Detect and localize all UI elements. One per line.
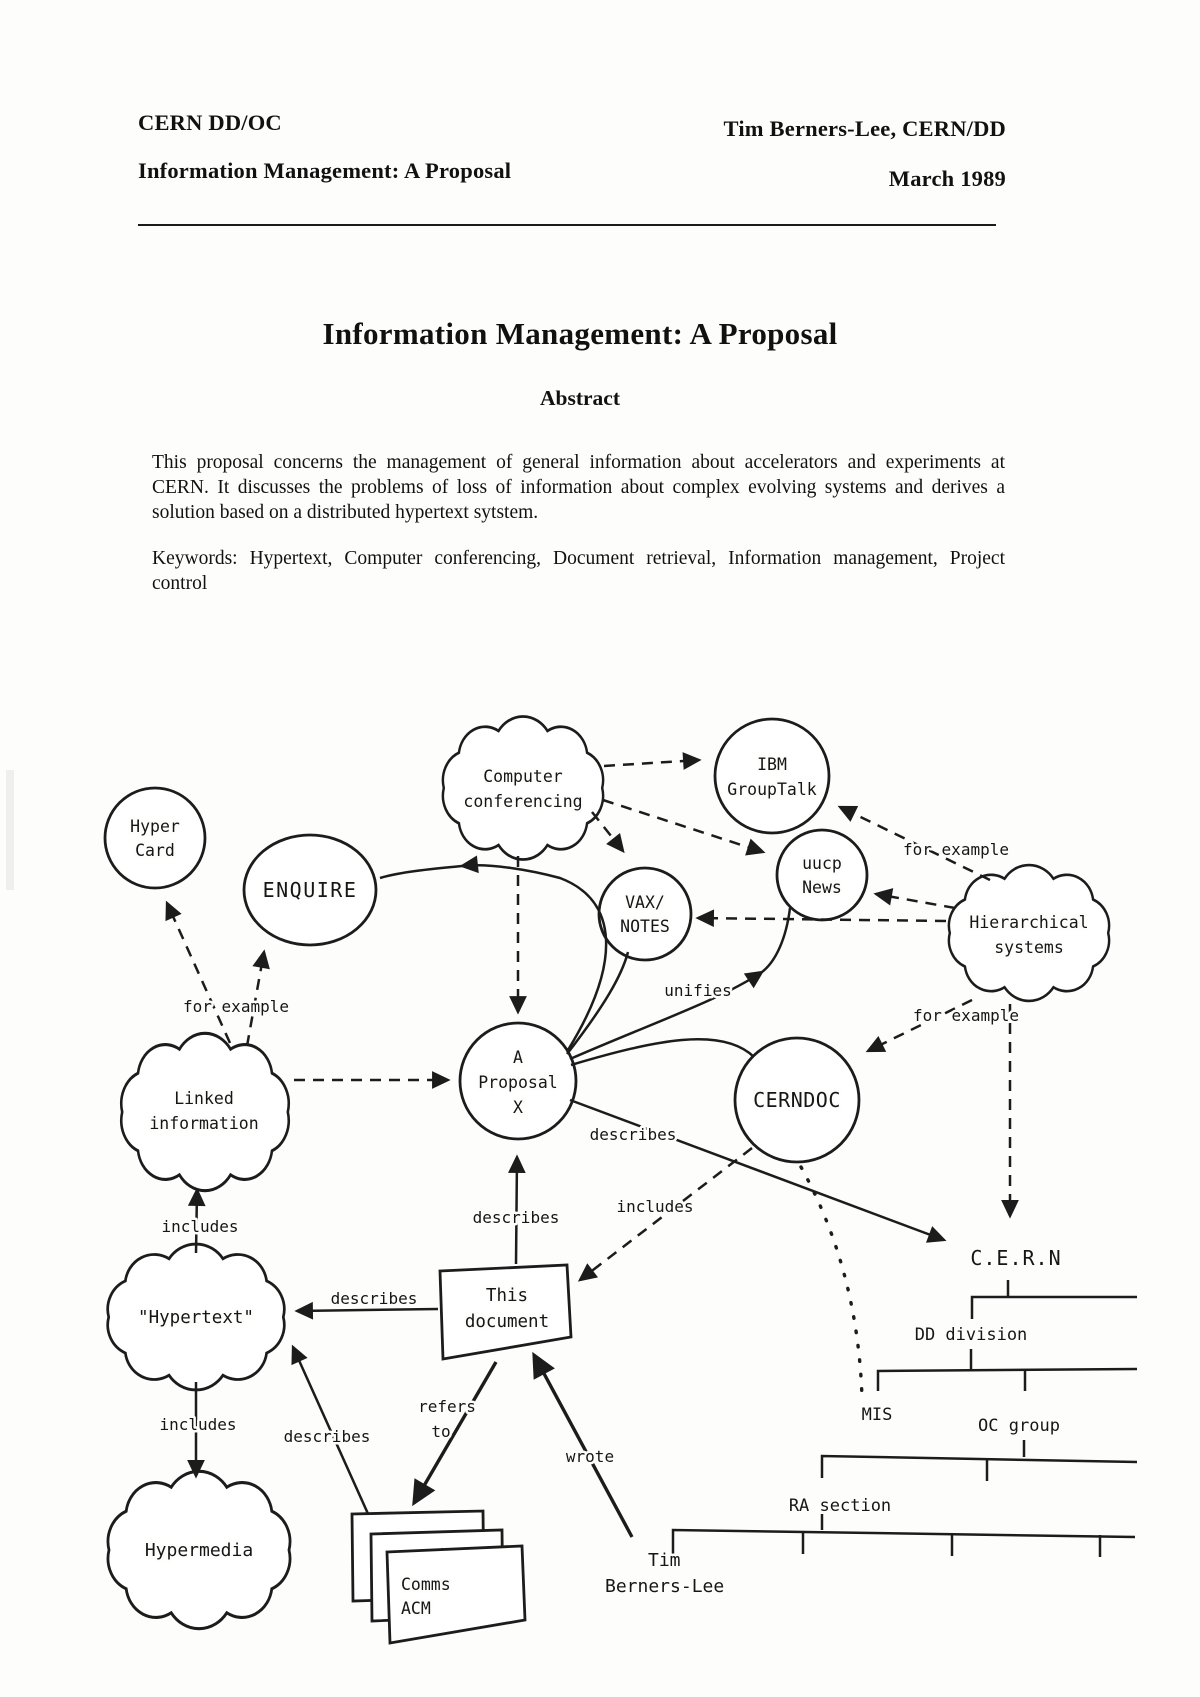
tim-berners-lee-label: Berners-Lee [605, 1576, 725, 1597]
keywords-line: control [152, 573, 208, 594]
this-document-label: document [464, 1312, 550, 1332]
abstract-heading: Abstract [539, 386, 620, 410]
computer-conferencing-label: conferencing [463, 792, 583, 811]
stack-sheet-front [387, 1546, 525, 1643]
edge-hierarchical-uucp [876, 894, 955, 908]
edge-conferencing-ibm [604, 760, 699, 766]
edge-linked-hypercard [167, 903, 230, 1043]
hypertext-label: "Hypertext" [138, 1308, 254, 1328]
edge-hierarchical-vax [698, 918, 946, 921]
header-org: CERN DD/OC [138, 110, 282, 135]
edge-conferencing-vax [592, 812, 623, 851]
includes-label: includes [616, 1197, 694, 1216]
hypermedia-label: Hypermedia [144, 1540, 254, 1561]
header-rule [138, 224, 996, 226]
a-proposal-label: A [513, 1048, 523, 1067]
a-proposal-label: X [513, 1098, 523, 1117]
includes-label: includes [161, 1217, 239, 1236]
computer-conferencing-label: Computer [483, 767, 563, 786]
edge-thisdoc-acm-refers [414, 1362, 496, 1503]
abstract-line: This proposal concerns the management of general information about accelerators and experiments at [152, 452, 1005, 473]
refers-to-label: to [431, 1422, 451, 1441]
for-example-right-label: for example [903, 840, 1009, 859]
ibm-grouptalk-label: GroupTalk [727, 780, 817, 799]
header-doc-title: Information Management: A Proposal [138, 158, 512, 183]
includes-label: includes [159, 1415, 237, 1434]
uucp-news-label: uucp [802, 854, 842, 873]
org-oc-group-label: OC group [978, 1416, 1060, 1436]
circle-uucp-news [777, 830, 867, 920]
cloud-computer-conferencing [443, 716, 603, 859]
hierarchical-systems-label: Hierarchical [969, 913, 1089, 932]
abstract-line: CERN. It discusses the problems of loss of information about complex evolving systems and derives a [152, 477, 1005, 498]
orgline-bracket-3 [822, 1456, 1137, 1478]
org-cern-label: C.E.R.N [970, 1246, 1062, 1270]
this-document-label: This [485, 1286, 529, 1306]
for-example-left-label: for example [183, 997, 289, 1016]
vax-notes-label: NOTES [620, 917, 670, 936]
stack-acm-label: ACM [401, 1599, 431, 1618]
orgline-bracket-1 [972, 1297, 1137, 1319]
cloud-linked-information [121, 1033, 288, 1190]
describes-label: describes [472, 1208, 560, 1227]
abstract-line: solution based on a distributed hypertext sytstem. [152, 502, 539, 523]
edge-proposal-enquire-tail [380, 866, 462, 878]
header-date: March 1989 [888, 166, 1006, 191]
circle-hyper-card [105, 788, 205, 888]
hierarchical-systems-label: systems [994, 938, 1064, 957]
refers-to-label: refers [418, 1397, 476, 1416]
edge-thisdoc-hypertext [297, 1309, 438, 1311]
edge-proposal-cerndoc [571, 1039, 754, 1065]
tim-berners-lee-label: Tim [648, 1550, 681, 1571]
describes-label: describes [589, 1125, 677, 1144]
orgline-bracket-4 [673, 1530, 1135, 1562]
a-proposal-label: Proposal [478, 1073, 558, 1092]
wrote-label: wrote [565, 1447, 615, 1466]
orgline-bracket-2 [878, 1369, 1137, 1391]
circle-ibm-grouptalk [715, 719, 829, 833]
hyper-card-label: Card [135, 841, 175, 860]
describes-label: describes [330, 1289, 418, 1308]
edge-cerndoc-mis-dotted [801, 1167, 862, 1398]
mesh-diagram [0, 640, 1200, 1650]
enquire-label: ENQUIRE [262, 878, 358, 902]
edge-tim-wrote-thisdoc [534, 1355, 632, 1537]
hyper-card-label: Hyper [130, 817, 180, 836]
ibm-grouptalk-label: IBM [757, 755, 787, 774]
cerndoc-label: CERNDOC [753, 1088, 841, 1112]
describes-label: describes [283, 1427, 371, 1446]
for-example-lower-label: for example [913, 1006, 1019, 1025]
linked-information-label: information [149, 1114, 259, 1133]
org-dd-division-label: DD division [914, 1325, 1028, 1345]
unifies-label: unifies [664, 981, 732, 1000]
uucp-news-label: News [802, 878, 842, 897]
vax-notes-label: VAX/ [625, 893, 665, 912]
circle-vax-notes [599, 868, 691, 960]
org-mis-label: MIS [861, 1405, 893, 1425]
stack-comms-label: Comms [401, 1575, 451, 1594]
header-author: Tim Berners-Lee, CERN/DD [723, 116, 1006, 141]
linked-information-label: Linked [174, 1089, 234, 1108]
keywords-line: Keywords: Hypertext, Computer conferencing, Document retrieval, Information management, Project [152, 548, 1005, 569]
org-ra-section-label: RA section [788, 1496, 892, 1516]
cloud-hierarchical-systems [949, 865, 1109, 1001]
page-title: Information Management: A Proposal [322, 316, 838, 351]
edge-proposal-enquire [462, 865, 606, 1050]
